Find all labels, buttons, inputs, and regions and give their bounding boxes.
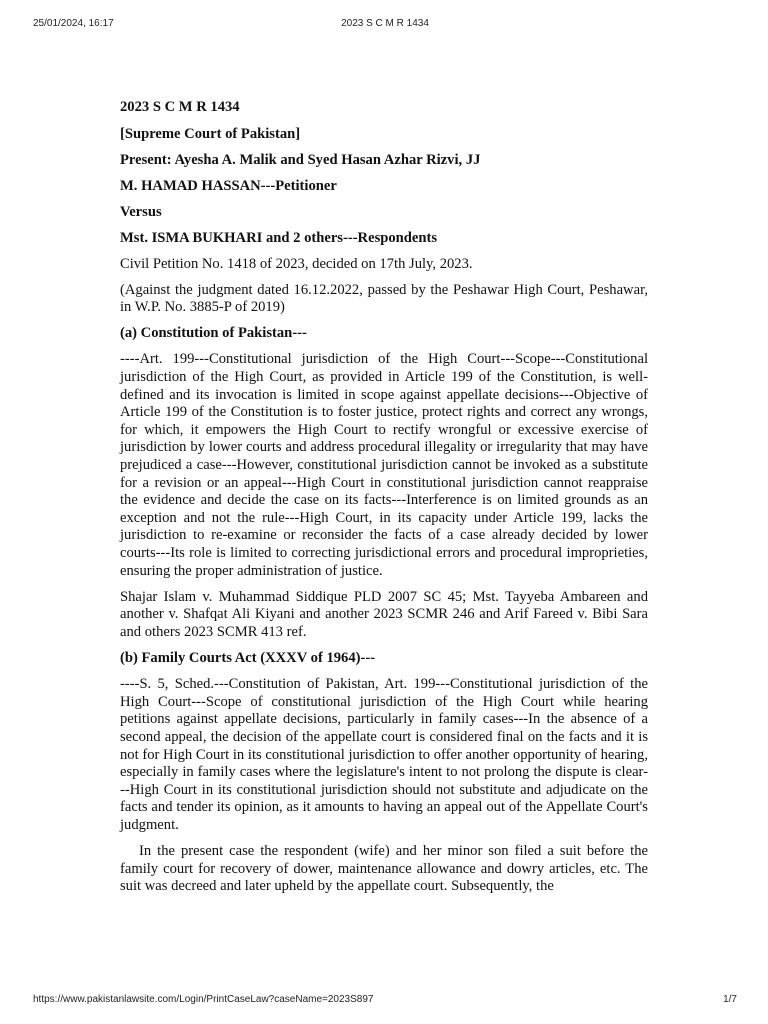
document-body <box>120 99 648 896</box>
court-name: [Supreme Court of Pakistan] <box>120 125 301 142</box>
petitioner: M. HAMAD HASSAN---Petitioner <box>120 177 337 194</box>
print-datetime: 25/01/2024, 16:17 <box>33 18 114 29</box>
case-citation: 2023 S C M R 1434 <box>120 99 240 115</box>
bench: Present: Ayesha A. Malik and Syed Hasan Azhar Rizvi, JJ <box>120 151 481 168</box>
source-url-link[interactable]: https://www.pakistanlawsite.com/Login/PrintCaseLaw?caseName=2023S897 <box>33 994 374 1005</box>
versus: Versus <box>120 203 162 220</box>
print-header <box>33 18 737 32</box>
print-footer <box>33 994 737 1008</box>
respondents: Mst. ISMA BUKHARI and 2 others---Respondents <box>120 229 438 246</box>
section-body-a: ----Art. 199---Constitutional jurisdiction of the High Court---Scope---Constitutional jurisdiction of the High Court, as provided in Article 199 of the Constitution, is well-defined and its invocation is limited in scope against appellate decisions---Objective of Article 199 of the Constitution is to foster justice, protect rights and correct any wrongs, for which, it empowers the High Court to rectify wrongful or excessive exercise of jurisdiction by lower courts and address procedural illegality or irregularity that may have prejudiced a case---However, constitutional jurisdiction cannot be invoked as a substitute for a revision or an appeal---High Court in constitutional jurisdiction cannot reappraise the evidence and decide the case on its facts---Interference is on limited grounds as an exception and not the rule---High Court, in its capacity under Article 199, lacks the jurisdiction to re-examine or reconsider the facts of a case already decided by lower courts---Its role is limited to correcting jurisdictional errors and procedural improprieties, ensuring the proper administration of justice. <box>120 351 648 579</box>
petition-info: Civil Petition No. 1418 of 2023, decided on 17th July, 2023. <box>120 255 473 272</box>
narrative-paragraph: In the present case the respondent (wife) and her minor son filed a suit before the family court for recovery of dower, maintenance allowance and dowry articles, etc. The suit was decreed and later upheld by the appellate court. Subsequently, the <box>120 843 648 895</box>
print-title: 2023 S C M R 1434 <box>341 18 429 29</box>
page-number: 1/7 <box>723 994 737 1005</box>
against-judgment: (Against the judgment dated 16.12.2022, passed by the Peshawar High Court, Peshawar, in W.P. No. 3885-P of 2019) <box>120 281 648 316</box>
section-heading-b: (b) Family Courts Act (XXXV of 1964)--- <box>120 650 376 667</box>
section-refs-a: Shajar Islam v. Muhammad Siddique PLD 2007 SC 45; Mst. Tayyeba Ambareen and another v. Shafqat Ali Kiyani and another 2023 SCMR 246 and Arif Fareed v. Bibi Sara and others 2023 SCMR 413 ref. <box>120 588 648 640</box>
section-heading-a: (a) Constitution of Pakistan--- <box>120 325 307 342</box>
section-body-b: ----S. 5, Sched.---Constitution of Pakistan, Art. 199---Constitutional jurisdiction of the High Court---Scope of constitutional jurisdiction of the High Court while hearing petitions against appellate decisions, particularly in family cases---In the absence of a second appeal, the decision of the appellate court is considered final on the facts and it is not for High Court in its constitutional jurisdiction to offer another opportunity of hearing, especially in family cases where the legislature's intent to not prolong the dispute is clear---High Court in its constitutional jurisdiction should not substitute and adjudicate on the facts and tender its opinion, as it amounts to having an appeal out of the Appellate Court's judgment. <box>120 676 648 833</box>
